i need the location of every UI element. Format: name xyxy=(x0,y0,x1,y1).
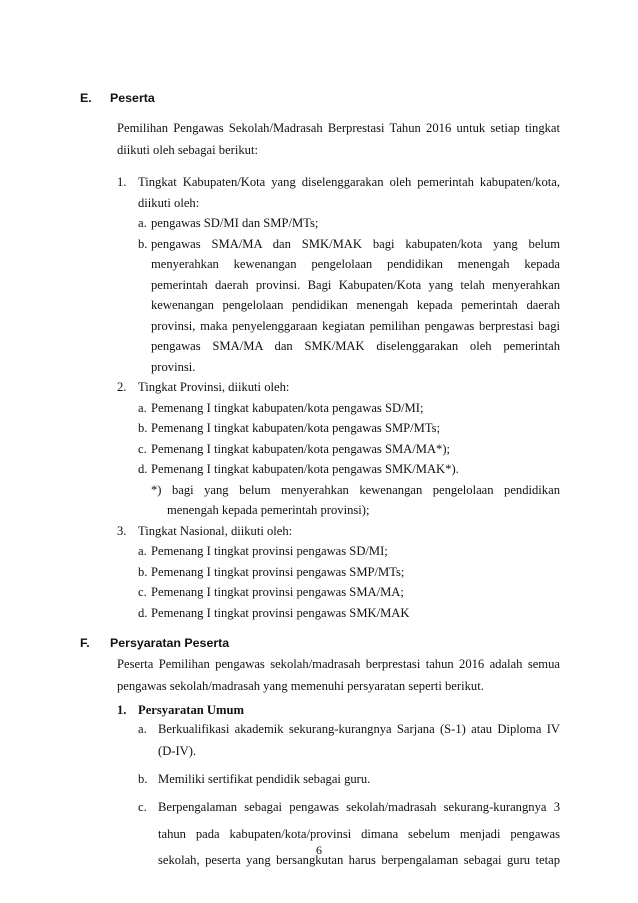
section-f-intro-line: pengawas sekolah/madrasah yang memenuhi persyaratan seperti berikut. xyxy=(117,679,484,693)
item-1b-line: provinsi, maka penyelenggaraan kegiatan pemilihan pengawas berprestasi bagi xyxy=(151,319,560,333)
section-e-letter: E. xyxy=(80,91,92,105)
item-2-sub-text: Pemenang I tingkat kabupaten/kota pengawas SMK/MAK*). xyxy=(151,462,459,476)
section-f-title: Persyaratan Peserta xyxy=(110,636,230,650)
item-3-text: Tingkat Nasional, diikuti oleh: xyxy=(138,524,293,538)
item-3-sub-text: Pemenang I tingkat provinsi pengawas SMP/MTs; xyxy=(151,565,405,579)
item-1a-text: pengawas SD/MI dan SMP/MTs; xyxy=(151,216,319,230)
item-3-sub-label: b. xyxy=(138,565,148,579)
persyaratan-umum-number: 1. xyxy=(117,703,127,717)
item-1-line: diikuti oleh: xyxy=(138,196,200,210)
req-c-line: sekolah, peserta yang bersangkutan harus berpengalaman sebagai guru tetap xyxy=(158,853,560,867)
item-2-sub-text: Pemenang I tingkat kabupaten/kota pengawas SMP/MTs; xyxy=(151,421,441,435)
item-2-sub-label: c. xyxy=(138,442,147,456)
item-1b-line: pengawas SMA/MA dan SMK/MAK diselenggarakan oleh pemerintah xyxy=(151,339,560,353)
item-3-sub-text: Pemenang I tingkat provinsi pengawas SMA/MA; xyxy=(151,585,404,599)
req-a-line: (D-IV). xyxy=(158,744,197,758)
item-3-sub-label: a. xyxy=(138,544,147,558)
item-3-number: 3. xyxy=(117,524,127,538)
item-2-sub-text: Pemenang I tingkat kabupaten/kota pengawas SMA/MA*); xyxy=(151,442,451,456)
item-2-sub-label: d. xyxy=(138,462,148,476)
item-2-note-line: menengah kepada pemerintah provinsi); xyxy=(167,503,370,517)
req-a-label: a. xyxy=(138,722,147,736)
item-1-number: 1. xyxy=(117,175,127,189)
section-f-intro-line: Peserta Pemilihan pengawas sekolah/madrasah berprestasi tahun 2016 adalah semua xyxy=(117,657,560,671)
req-c-label: c. xyxy=(138,800,147,814)
item-3-sub-text: Pemenang I tingkat provinsi pengawas SMK/MAK xyxy=(151,606,410,620)
item-1-line: Tingkat Kabupaten/Kota yang diselenggarakan oleh pemerintah kabupaten/kota, xyxy=(138,175,560,189)
item-1b-label: b. xyxy=(138,237,148,251)
section-e-intro-line: diikuti oleh sebagai berikut: xyxy=(117,143,258,157)
req-b-text: Memiliki sertifikat pendidik sebagai guru. xyxy=(158,772,371,786)
item-3-sub-text: Pemenang I tingkat provinsi pengawas SD/MI; xyxy=(151,544,388,558)
section-e-intro-line: Pemilihan Pengawas Sekolah/Madrasah Berprestasi Tahun 2016 untuk setiap tingkat xyxy=(117,121,560,135)
item-3-sub-label: c. xyxy=(138,585,147,599)
section-f-letter: F. xyxy=(80,636,90,650)
item-2-sub-text: Pemenang I tingkat kabupaten/kota pengawas SD/MI; xyxy=(151,401,424,415)
req-b-label: b. xyxy=(138,772,148,786)
item-1b-line: provinsi. xyxy=(151,360,196,374)
item-1b-line: pemerintah daerah provinsi. Bagi Kabupaten/Kota yang telah menyerahkan xyxy=(151,278,560,292)
item-2-sub-label: b. xyxy=(138,421,148,435)
req-c-line: Berpengalaman sebagai pengawas sekolah/madrasah sekurang-kurangnya 3 xyxy=(158,800,560,814)
req-a-line: Berkualifikasi akademik sekurang-kurangnya Sarjana (S-1) atau Diploma IV xyxy=(158,722,560,736)
item-1a-label: a. xyxy=(138,216,147,230)
item-2-note-line: *) bagi yang belum menyerahkan kewenangan pengelolaan pendidikan xyxy=(151,483,560,497)
item-1b-line: menyerahkan kewenangan pengelolaan pendidikan menengah kepada xyxy=(151,257,560,271)
item-3-sub-label: d. xyxy=(138,606,148,620)
item-2-text: Tingkat Provinsi, diikuti oleh: xyxy=(138,380,290,394)
page-number: 6 xyxy=(316,843,322,857)
item-1b-line: pengawas SMA/MA dan SMK/MAK bagi kabupaten/kota yang belum xyxy=(151,237,560,251)
item-2-number: 2. xyxy=(117,380,127,394)
item-2-sub-label: a. xyxy=(138,401,147,415)
persyaratan-umum-title: Persyaratan Umum xyxy=(138,703,244,717)
item-1b-line: kewenangan pengelolaan pendidikan menengah kepada pemerintah daerah xyxy=(151,298,560,312)
req-c-line: tahun pada kabupaten/kota/provinsi dimana sebelum menjadi pengawas xyxy=(158,827,560,841)
section-e-title: Peserta xyxy=(110,91,155,105)
